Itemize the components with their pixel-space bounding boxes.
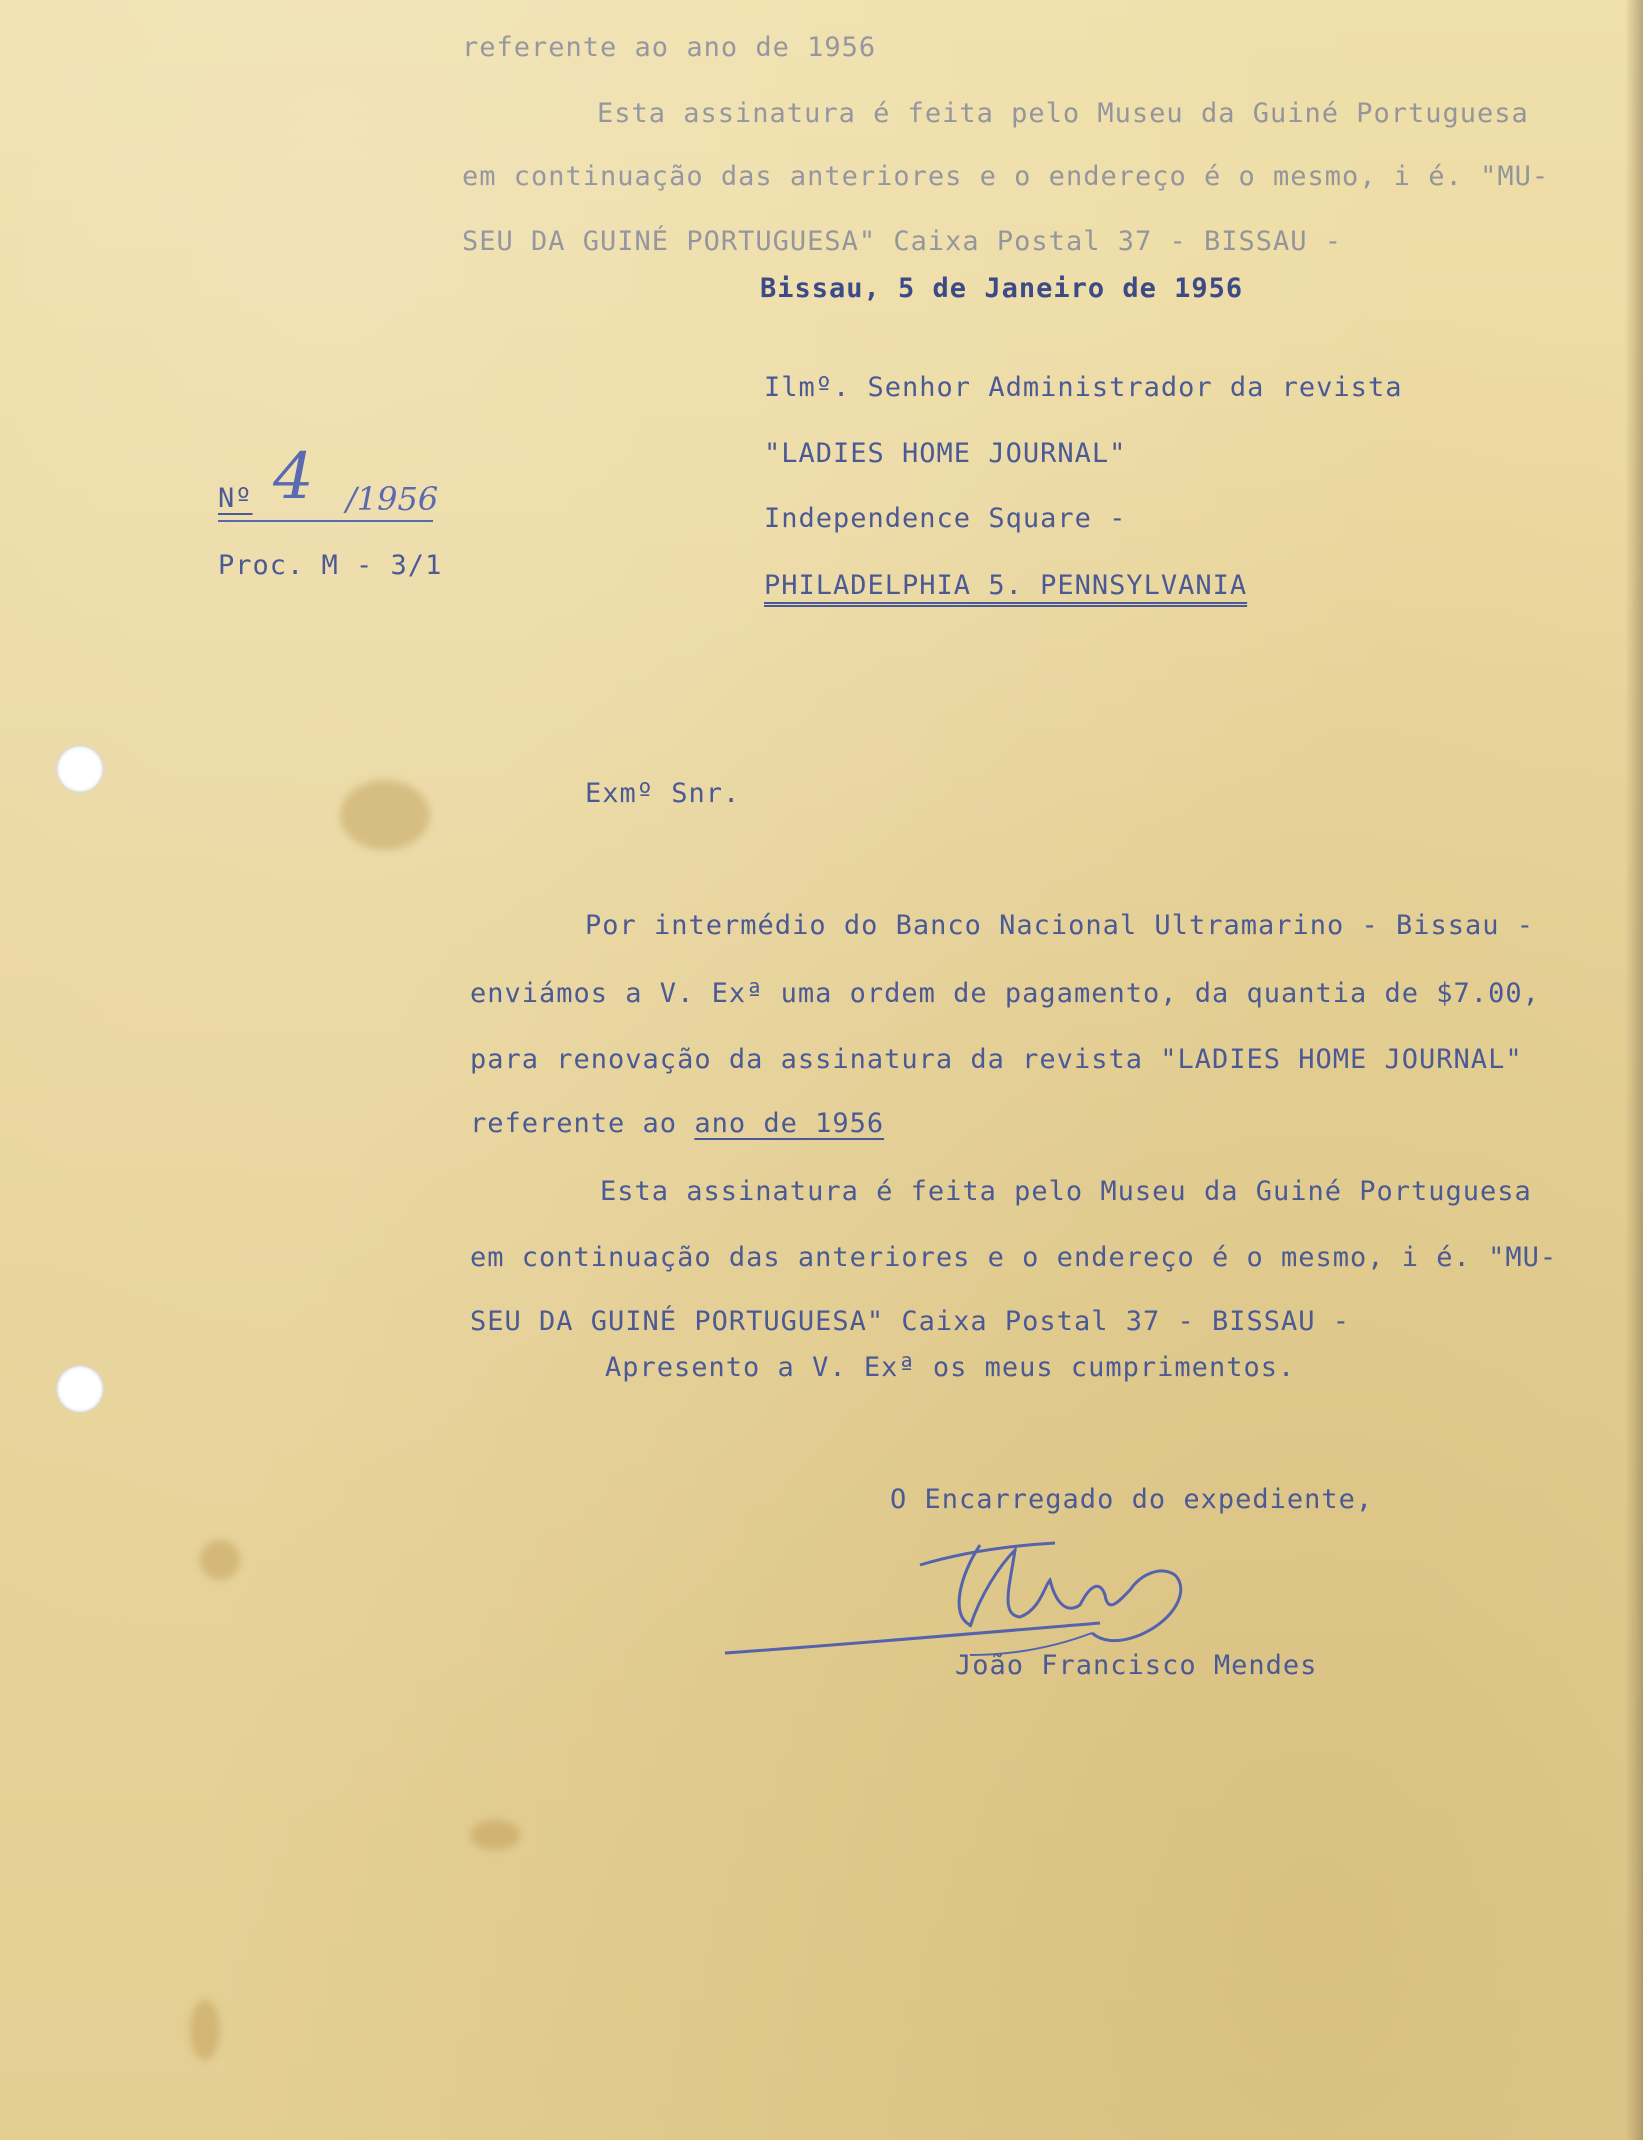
- body-p1-line-1: Por intermédio do Banco Nacional Ultramarino - Bissau -: [585, 910, 1535, 941]
- addressee-line-4: PHILADELPHIA 5. PENNSYLVANIA: [764, 570, 1248, 601]
- bleed-line-2: Esta assinatura é feita pelo Museu da Guiné Portuguesa: [597, 98, 1529, 129]
- addressee-line-3: Independence Square -: [764, 503, 1127, 534]
- closing-name: João Francisco Mendes: [955, 1650, 1318, 1681]
- addressee-line-1: Ilmº. Senhor Administrador da revista: [764, 372, 1403, 403]
- reference-proc: Proc. M - 3/1: [218, 550, 443, 581]
- body-p1-line-4-prefix: referente ao: [470, 1108, 695, 1139]
- bleed-line-4: SEU DA GUINÉ PORTUGUESA" Caixa Postal 37 - BISSAU -: [462, 226, 1343, 257]
- reference-number-label: Nº: [218, 483, 253, 514]
- paper-stain: [340, 780, 430, 850]
- reference-number-value: 4: [273, 440, 314, 514]
- signature: [720, 1505, 1280, 1665]
- body-p3-line-1: Apresento a V. Exª os meus cumprimentos.: [605, 1352, 1296, 1383]
- salutation: Exmº Snr.: [585, 778, 741, 809]
- closing-title: O Encarregado do expediente,: [890, 1484, 1374, 1515]
- body-p2-line-3: SEU DA GUINÉ PORTUGUESA" Caixa Postal 37 - BISSAU -: [470, 1306, 1351, 1337]
- paper-stain: [200, 1540, 240, 1580]
- body-p1-line-4-underlined: ano de 1956: [694, 1108, 885, 1139]
- body-p1-line-3: para renovação da assinatura da revista "LADIES HOME JOURNAL": [470, 1044, 1523, 1075]
- body-p2-line-2: em continuação das anteriores e o endereço é o mesmo, i é. "MU-: [470, 1242, 1558, 1273]
- letter-date: Bissau, 5 de Janeiro de 1956: [760, 273, 1244, 304]
- addressee-line-2: "LADIES HOME JOURNAL": [764, 438, 1127, 469]
- body-p2-line-1: Esta assinatura é feita pelo Museu da Guiné Portuguesa: [600, 1176, 1532, 1207]
- paper-stain: [190, 2000, 220, 2060]
- body-p1-line-4: [470, 1110, 884, 1137]
- body-p1-line-2: enviámos a V. Exª uma ordem de pagamento, da quantia de $7.00,: [470, 978, 1540, 1009]
- punch-hole-bottom: [56, 1365, 104, 1413]
- reference-year: /1956: [346, 480, 439, 518]
- punch-hole-top: [56, 745, 104, 793]
- reference-underline: [218, 520, 433, 522]
- bleed-line-1: referente ao ano de 1956: [462, 32, 877, 63]
- paper-stain: [470, 1820, 520, 1850]
- bleed-line-3: em continuação das anteriores e o endereço é o mesmo, i é. "MU-: [462, 161, 1550, 192]
